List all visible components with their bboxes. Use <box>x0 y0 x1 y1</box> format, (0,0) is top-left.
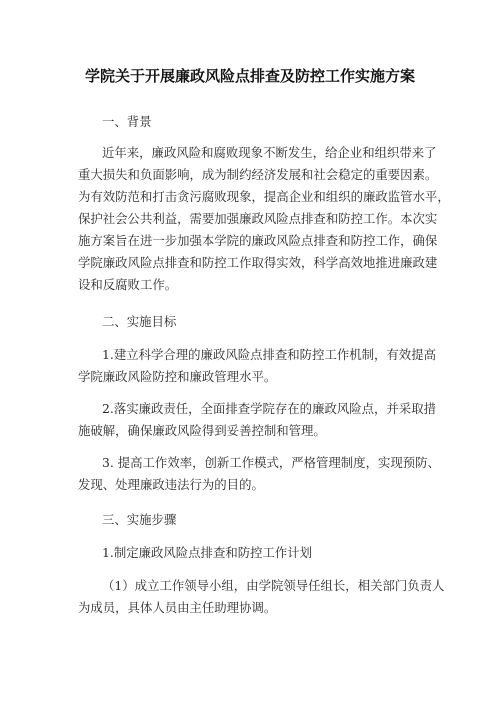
paragraph-line: 近年来，廉政风险和腐败现象不断发生，给企业和组织带来了 <box>102 145 437 160</box>
document-title: 学院关于开展廉政风险点排查及防控工作实施方案 <box>84 67 415 85</box>
goal-item-line: 学院廉政风险防控和廉政管理水平。 <box>78 369 277 384</box>
paragraph-line: 保护社会公共利益，需要加强廉政风险点排查和防控工作。本次实 <box>78 211 438 226</box>
goal-item-line: 发现、处理廉政违法行为的目的。 <box>78 477 264 492</box>
paragraph-line: 学院廉政风险点排查和防控工作取得实效，科学高效地推进廉政建 <box>78 255 438 270</box>
section-heading-background: 一、背景 <box>102 114 152 129</box>
goal-item-line: 1.建立科学合理的廉政风险点排查和防控工作机制，有效提高 <box>102 347 436 362</box>
goal-item-line: 2.落实廉政责任，全面排查学院存在的廉政风险点，并采取措 <box>102 401 436 416</box>
step-item-line: （1）成立工作领导小组，由学院领导任组长，相关部门负责人 <box>102 578 445 593</box>
step-item-line: 为成员，具体人员由主任助理协调。 <box>78 600 277 615</box>
section-heading-steps: 三、实施步骤 <box>102 512 177 527</box>
paragraph-line: 重大损失和负面影响，成为制约经济发展和社会稳定的重要因素。 <box>78 167 438 182</box>
goal-item-line: 3. 提高工作效率，创新工作模式，严格管理制度，实现预防、 <box>102 455 440 470</box>
paragraph-line: 设和反腐败工作。 <box>78 277 178 292</box>
section-heading-goals: 二、实施目标 <box>102 314 177 329</box>
paragraph-line: 为有效防范和打击贪污腐败现象，提高企业和组织的廉政监管水平， <box>78 189 450 204</box>
step-heading: 1.制定廉政风险点排查和防控工作计划 <box>102 545 313 560</box>
goal-item-line: 施破解，确保廉政风险得到妥善控制和管理。 <box>78 423 326 438</box>
paragraph-line: 施方案旨在进一步加强本学院的廉政风险点排查和防控工作，确保 <box>78 233 438 248</box>
